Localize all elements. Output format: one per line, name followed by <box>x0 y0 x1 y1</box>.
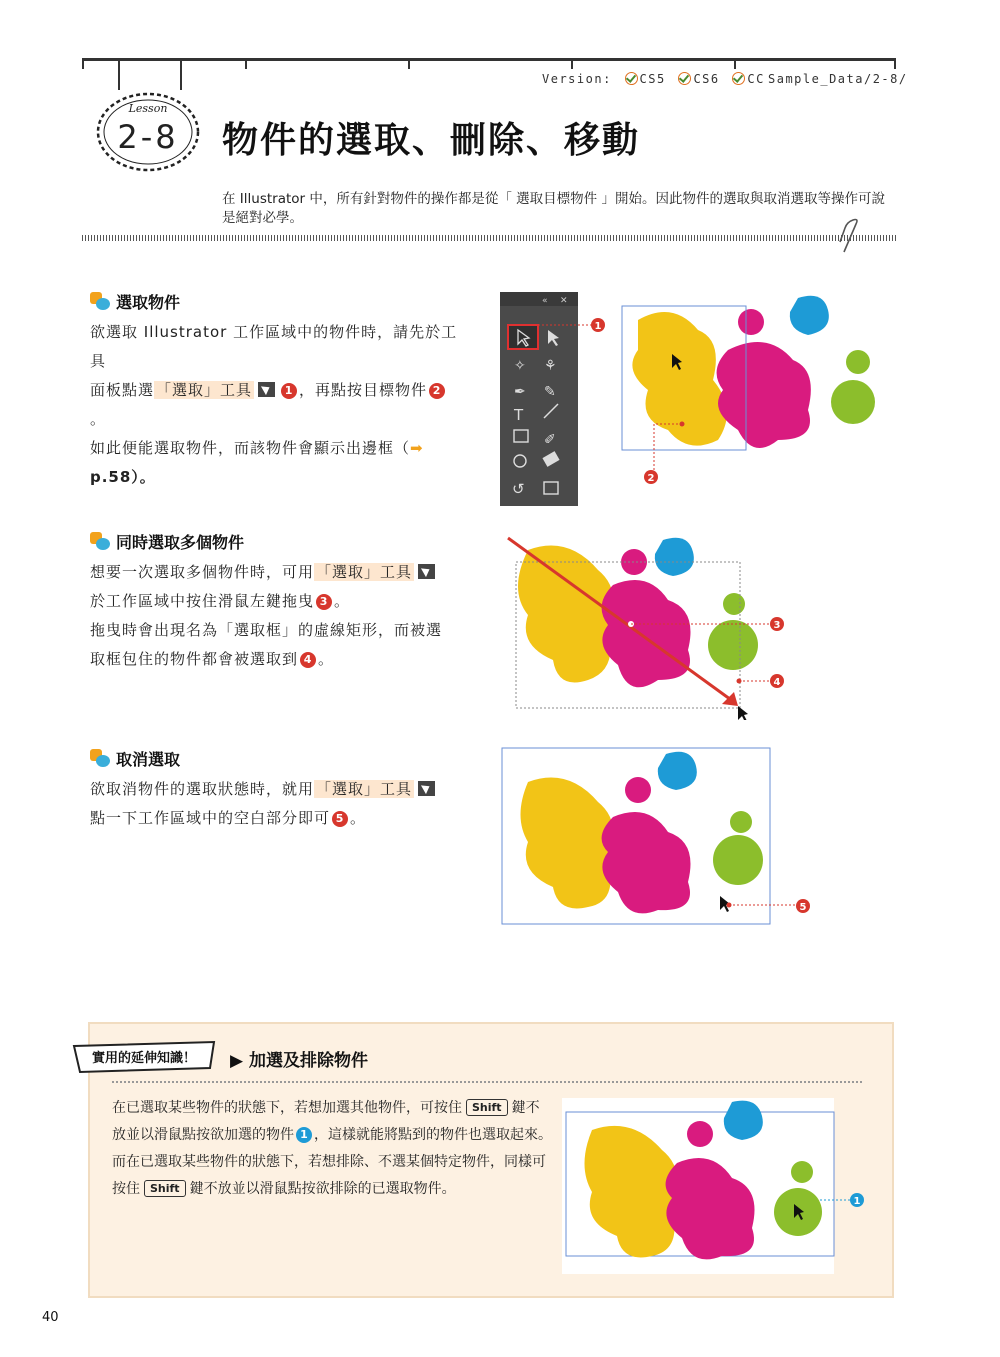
svg-text:⚘: ⚘ <box>544 358 557 374</box>
selection-tool-icon <box>418 564 435 579</box>
section-body-select: 欲選取 Illustrator 工作區域中的物件時，請先於工具 面板點選 「選取」工具 1 ，再點按目標物件 2。 如此便能選取物件，而該物件會顯示出邊框（➡ p.58）。 <box>90 323 458 486</box>
page-title: 物件的選取、刪除、移動 <box>222 120 641 161</box>
paperclip-icon <box>838 218 862 254</box>
svg-text:1: 1 <box>594 321 602 332</box>
svg-text:✒: ✒ <box>514 384 526 400</box>
svg-text:«: « <box>542 296 548 306</box>
tip-body: 在已選取某些物件的狀態下，若想加選其他物件，可按住 Shift 鍵不放並以滑鼠點按欲加選的物件 1 ，這樣就能將點到的物件也選取起來。 而在已選取某些物件的狀態下，若想排除、不選某個特定物件，同樣可按住 Shift 鍵不放並以滑鼠點按欲排除的已選取物件。 <box>112 1100 552 1197</box>
section-heading-select: 選取物件 <box>90 290 180 313</box>
section-heading-multi-select: 同時選取多個物件 <box>90 530 244 553</box>
svg-text:↺: ↺ <box>512 480 525 498</box>
figure-select-object <box>498 290 928 510</box>
svg-text:2: 2 <box>647 473 655 484</box>
section-body-deselect: 欲取消物件的選取狀態時，就用 「選取」工具 點一下工作區域中的空白部分即可 5 。 <box>90 775 460 833</box>
svg-text:4: 4 <box>773 677 781 688</box>
figure-multi-select <box>498 530 798 720</box>
play-icon: ▶ <box>230 1051 249 1071</box>
shift-key: Shift <box>144 1180 186 1197</box>
selection-tool-icon <box>258 382 275 397</box>
svg-text:✕: ✕ <box>560 296 568 306</box>
shift-key: Shift <box>466 1099 508 1116</box>
sample-data-path: Sample_Data/2-8/ <box>768 72 908 86</box>
version-info: Version: CS5 CS6 CC <box>542 72 765 86</box>
svg-text:✐: ✐ <box>544 432 556 448</box>
svg-text:3: 3 <box>773 620 781 631</box>
svg-text:✧: ✧ <box>514 358 526 374</box>
check-icon <box>625 72 638 85</box>
section-icon <box>90 749 112 769</box>
lesson-badge: Lesson 2-8 <box>92 88 204 176</box>
hatch-divider <box>82 235 896 241</box>
tip-divider <box>112 1081 864 1083</box>
section-icon <box>90 292 112 312</box>
tip-heading: ▶ 加選及排除物件 <box>230 1051 368 1071</box>
svg-text:✎: ✎ <box>544 384 556 400</box>
check-icon <box>732 72 745 85</box>
selection-tool-icon <box>418 781 435 796</box>
header-ticks <box>82 61 896 69</box>
arrow-right-icon: ➡ <box>410 439 424 457</box>
section-body-multi-select: 想要一次選取多個物件時，可用 「選取」工具 於工作區域中按住滑鼠左鍵拖曳 3 。 拖曳時會出現名為「選取框」的虛線矩形，而被選 取框包住的物件都會被選取到 4 。 <box>90 563 443 668</box>
svg-text:5: 5 <box>799 902 807 913</box>
svg-text:實用的延伸知識！: 實用的延伸知識！ <box>91 1051 197 1066</box>
section-heading-deselect: 取消選取 <box>90 747 180 770</box>
tip-tag <box>70 1040 218 1074</box>
figure-deselect <box>498 742 818 932</box>
svg-text:1: 1 <box>853 1196 861 1207</box>
svg-text:T: T <box>514 406 524 424</box>
intro-text: 在 Illustrator 中，所有針對物件的操作都是從「 選取目標物件 」開始。因此物件的選取與取消選取等操作可說是絕對必學。 <box>222 191 885 226</box>
page-number: 40 <box>42 1310 59 1325</box>
section-icon <box>90 532 112 552</box>
lesson-number: 2-8 <box>117 118 179 156</box>
figure-add-select <box>562 1098 874 1276</box>
check-icon <box>678 72 691 85</box>
